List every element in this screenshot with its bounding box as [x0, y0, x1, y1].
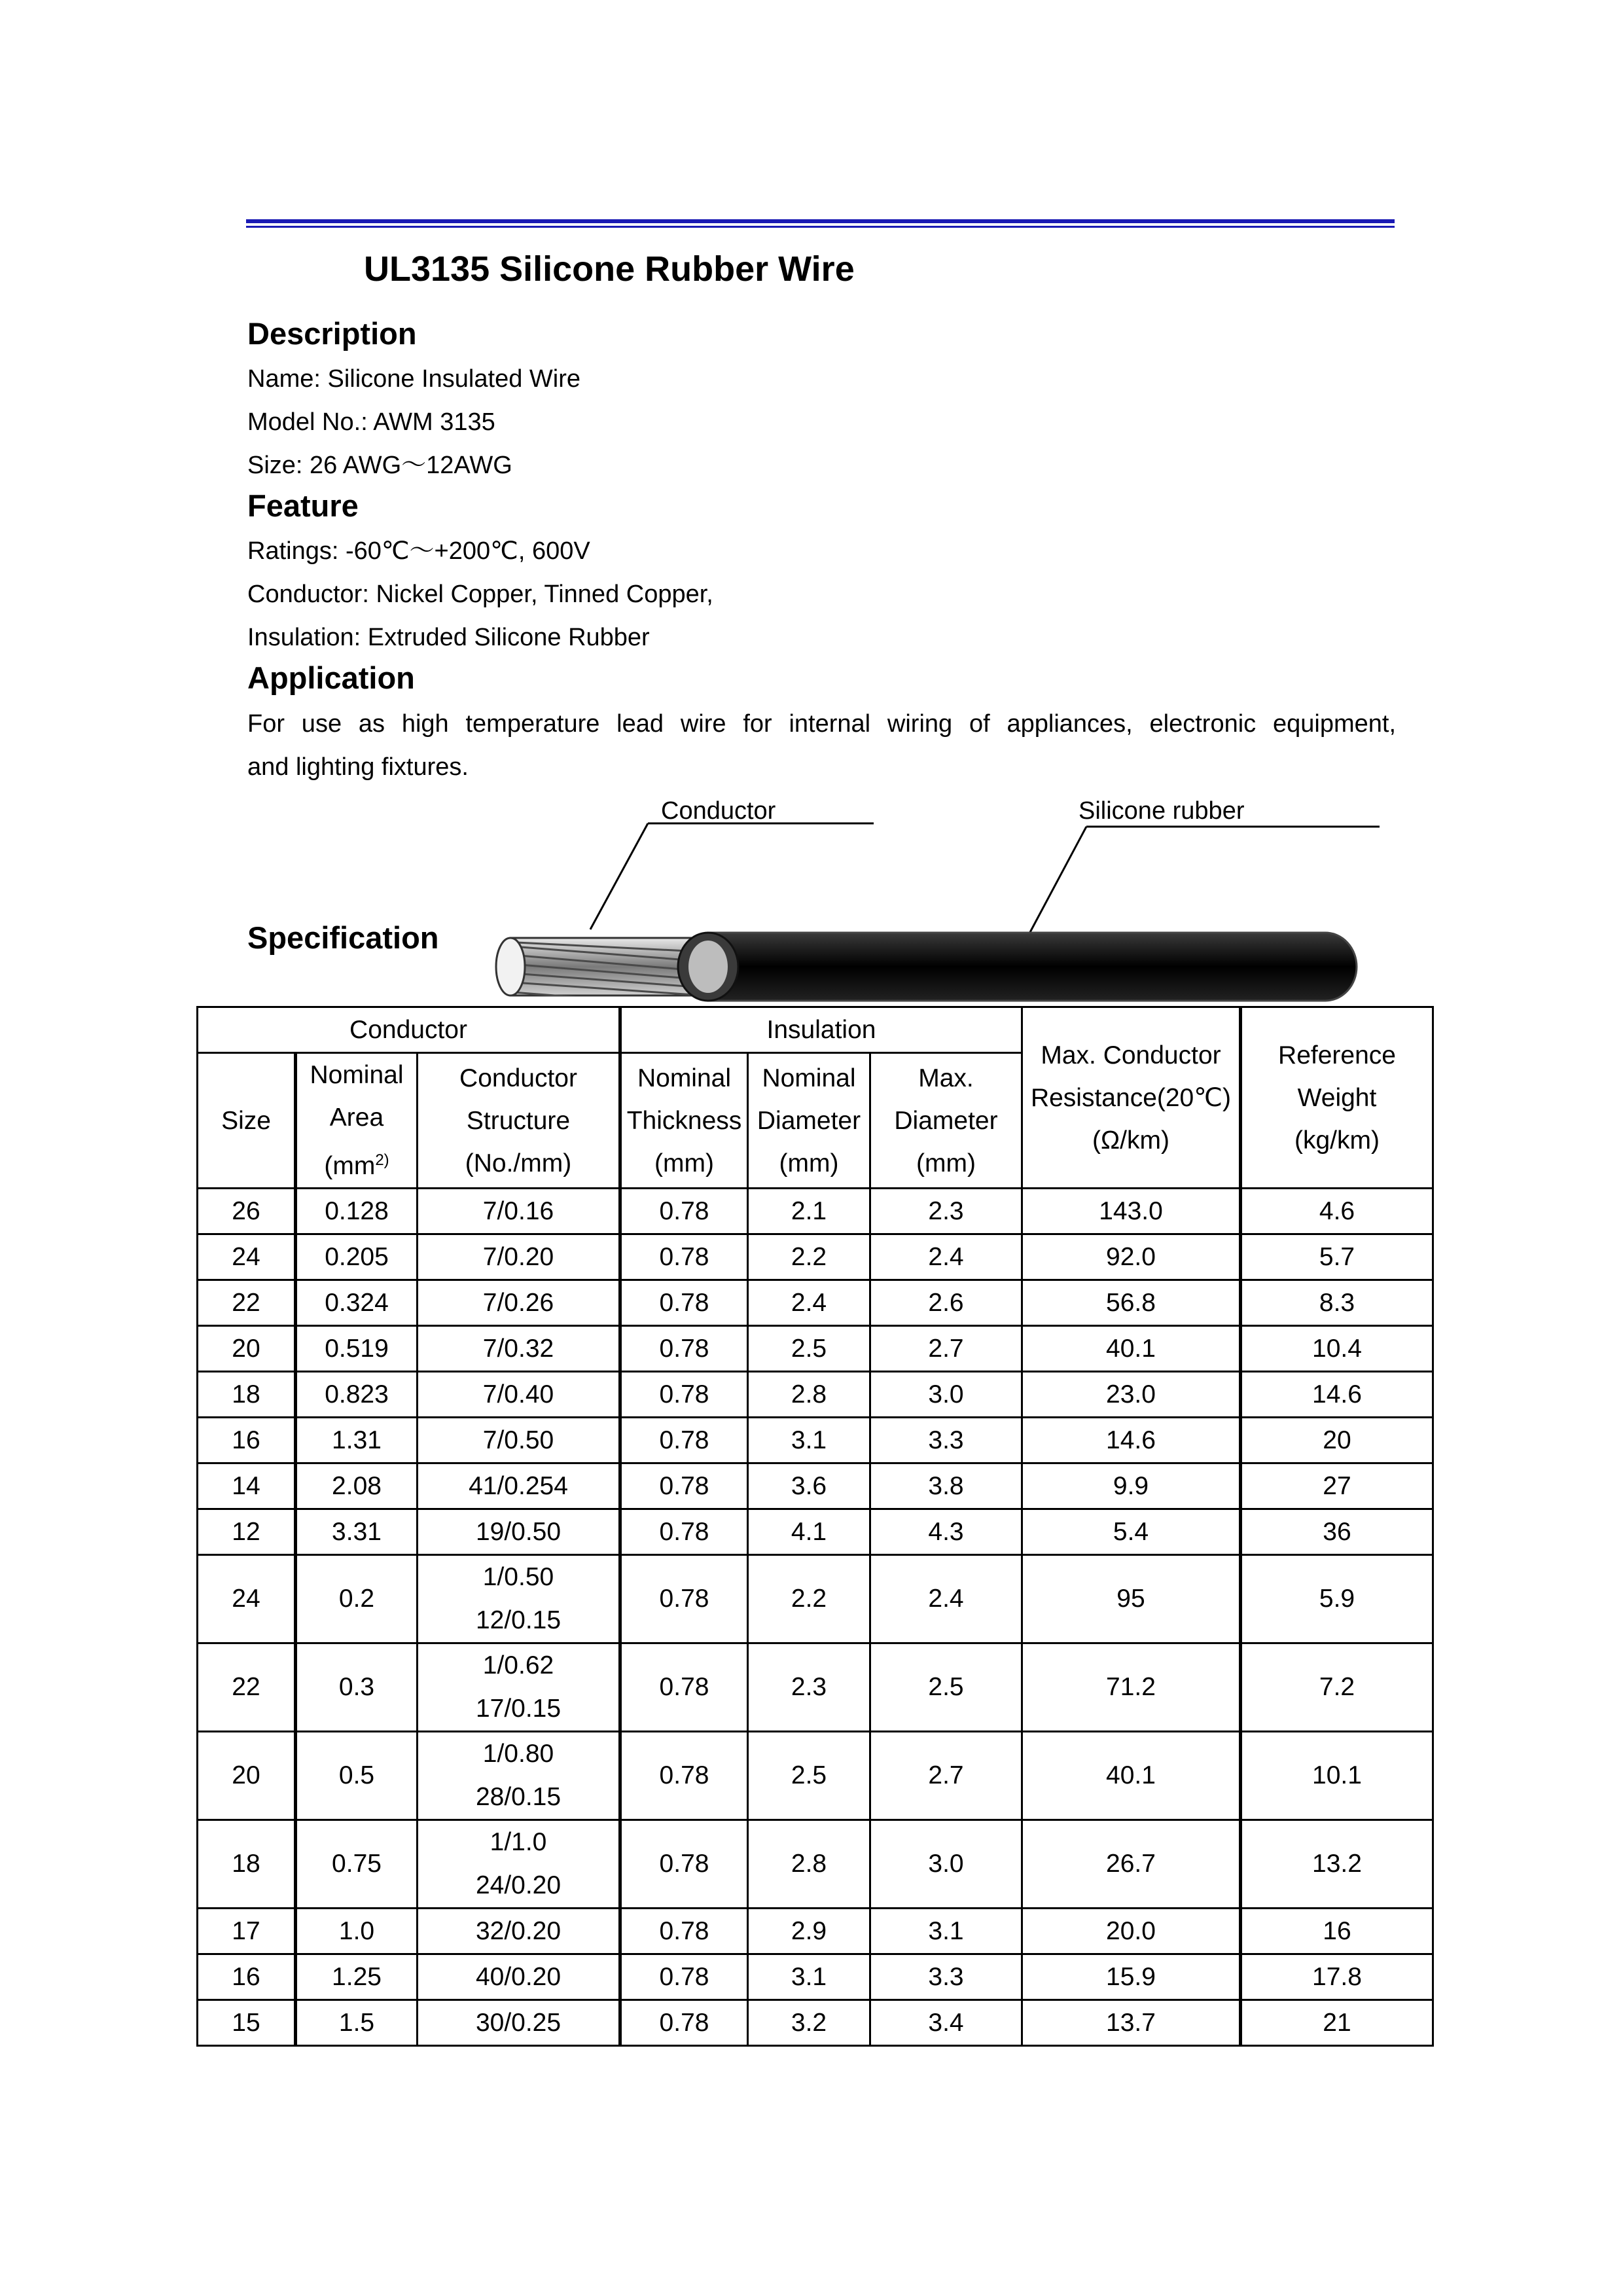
description-heading: Description — [247, 316, 417, 351]
nominal-diameter-header: Nominal Diameter (mm) — [748, 1053, 870, 1189]
max-diameter-cell: 2.3 — [870, 1189, 1022, 1234]
resistance-header: Max. Conductor Resistance(20℃) (Ω/km) — [1022, 1007, 1241, 1189]
application-heading: Application — [247, 660, 415, 695]
structure-line: 7/0.50 — [482, 1426, 554, 1454]
area-cell: 0.205 — [296, 1234, 418, 1280]
table-row — [198, 1555, 1433, 1643]
structure-line: 12/0.15 — [475, 1606, 562, 1634]
structure-line: 40/0.20 — [475, 1962, 562, 1991]
resistance-cell: 71.2 — [1022, 1643, 1241, 1732]
structure-cell — [418, 1643, 620, 1732]
weight-cell: 7.2 — [1241, 1643, 1433, 1732]
feature-heading: Feature — [247, 488, 359, 523]
nominal-diameter-cell: 3.1 — [748, 1418, 870, 1463]
size-cell: 16 — [198, 1954, 296, 2000]
structure-header: Conductor Structure (No./mm) — [418, 1053, 620, 1189]
structure-line: 32/0.20 — [475, 1916, 562, 1945]
structure-cell — [418, 2000, 620, 2046]
area-cell: 3.31 — [296, 1509, 418, 1555]
thickness-cell: 0.78 — [620, 1463, 748, 1509]
conductor-label: Conductor — [661, 797, 776, 825]
thickness-cell: 0.78 — [620, 1954, 748, 2000]
structure-cell — [418, 1509, 620, 1555]
table-row — [198, 1234, 1433, 1280]
nominal-diameter-cell: 3.2 — [748, 2000, 870, 2046]
thickness-cell: 0.78 — [620, 1909, 748, 1954]
resistance-cell: 9.9 — [1022, 1463, 1241, 1509]
structure-line: 28/0.15 — [475, 1783, 562, 1811]
max-diameter-cell: 3.0 — [870, 1372, 1022, 1418]
resistance-cell: 23.0 — [1022, 1372, 1241, 1418]
thickness-cell: 0.78 — [620, 1280, 748, 1326]
nominal-diameter-cell: 2.8 — [748, 1372, 870, 1418]
thickness-cell: 0.78 — [620, 1234, 748, 1280]
thickness-cell: 0.78 — [620, 1372, 748, 1418]
weight-cell: 14.6 — [1241, 1372, 1433, 1418]
description-model: Model No.: AWM 3135 — [247, 408, 495, 436]
size-cell: 18 — [198, 1372, 296, 1418]
thickness-cell: 0.78 — [620, 1418, 748, 1463]
structure-cell — [418, 1954, 620, 2000]
size-cell: 26 — [198, 1189, 296, 1234]
structure-line: 41/0.254 — [469, 1471, 568, 1500]
specification-table — [196, 1006, 1434, 2047]
area-cell: 0.128 — [296, 1189, 418, 1234]
table-row — [198, 2000, 1433, 2046]
table-row — [198, 1189, 1433, 1234]
table-row — [198, 1643, 1433, 1732]
area-cell: 1.0 — [296, 1909, 418, 1954]
structure-cell — [418, 1418, 620, 1463]
weight-cell: 5.9 — [1241, 1555, 1433, 1643]
structure-line: 1/0.50 — [482, 1563, 554, 1591]
nominal-diameter-cell: 2.1 — [748, 1189, 870, 1234]
area-cell: 1.25 — [296, 1954, 418, 2000]
thickness-cell: 0.78 — [620, 2000, 748, 2046]
structure-cell — [418, 1820, 620, 1909]
structure-line: 19/0.50 — [475, 1517, 562, 1546]
feature-ratings: Ratings: -60℃～+200℃, 600V — [247, 537, 590, 565]
max-diameter-cell: 3.1 — [870, 1909, 1022, 1954]
wire-cross-section-diagram — [0, 0, 1623, 1021]
weight-cell: 36 — [1241, 1509, 1433, 1555]
silicone-rubber-label: Silicone rubber — [1079, 797, 1245, 825]
table-row — [198, 1372, 1433, 1418]
weight-cell: 10.1 — [1241, 1732, 1433, 1820]
table-row — [198, 1280, 1433, 1326]
feature-conductor: Conductor: Nickel Copper, Tinned Copper, — [247, 581, 713, 608]
size-cell: 20 — [198, 1326, 296, 1372]
structure-cell — [418, 1732, 620, 1820]
document-title: UL3135 Silicone Rubber Wire — [364, 249, 855, 289]
nominal-diameter-cell: 2.9 — [748, 1909, 870, 1954]
conductor-group-header: Conductor — [198, 1007, 620, 1053]
thickness-header: Nominal Thickness (mm) — [620, 1053, 748, 1189]
size-cell: 22 — [198, 1280, 296, 1326]
area-cell: 0.324 — [296, 1280, 418, 1326]
structure-cell — [418, 1234, 620, 1280]
area-header: Nominal Area ($mm^{2)}$ — [296, 1053, 418, 1189]
size-header: Size — [198, 1053, 296, 1189]
area-cell: 1.31 — [296, 1418, 418, 1463]
thickness-cell: 0.78 — [620, 1820, 748, 1909]
resistance-cell: 95 — [1022, 1555, 1241, 1643]
max-diameter-cell: 2.7 — [870, 1732, 1022, 1820]
resistance-cell: 56.8 — [1022, 1280, 1241, 1326]
structure-line: 17/0.15 — [475, 1695, 562, 1723]
area-cell: 2.08 — [296, 1463, 418, 1509]
structure-cell — [418, 1280, 620, 1326]
area-cell: 1.5 — [296, 2000, 418, 2046]
structure-cell — [418, 1909, 620, 1954]
thickness-cell: 0.78 — [620, 1326, 748, 1372]
weight-cell: 20 — [1241, 1418, 1433, 1463]
structure-line: 7/0.26 — [482, 1288, 554, 1317]
thickness-cell: 0.78 — [620, 1189, 748, 1234]
area-cell: 0.3 — [296, 1643, 418, 1732]
size-cell: 15 — [198, 2000, 296, 2046]
resistance-cell: 92.0 — [1022, 1234, 1241, 1280]
structure-line: 7/0.32 — [482, 1334, 554, 1363]
resistance-cell: 5.4 — [1022, 1509, 1241, 1555]
size-cell: 24 — [198, 1234, 296, 1280]
size-cell: 20 — [198, 1732, 296, 1820]
table-row — [198, 1509, 1433, 1555]
description-size: Size: 26 AWG～12AWG — [247, 452, 512, 479]
table-row — [198, 1820, 1433, 1909]
structure-line: 1/1.0 — [490, 1828, 547, 1856]
area-cell: 0.519 — [296, 1326, 418, 1372]
silicone-rubber-leader-line — [1029, 827, 1380, 935]
max-diameter-cell: 2.5 — [870, 1643, 1022, 1732]
weight-header: Reference Weight (kg/km) — [1241, 1007, 1433, 1189]
nominal-diameter-cell: 3.6 — [748, 1463, 870, 1509]
area-cell: 0.75 — [296, 1820, 418, 1909]
structure-line: 7/0.40 — [482, 1380, 554, 1408]
max-diameter-cell: 2.4 — [870, 1234, 1022, 1280]
feature-insulation: Insulation: Extruded Silicone Rubber — [247, 624, 650, 651]
table-row — [198, 1732, 1433, 1820]
resistance-cell: 143.0 — [1022, 1189, 1241, 1234]
nominal-diameter-cell: 3.1 — [748, 1954, 870, 2000]
max-diameter-cell: 3.3 — [870, 1418, 1022, 1463]
nominal-diameter-cell: 2.2 — [748, 1555, 870, 1643]
table-row — [198, 1909, 1433, 1954]
weight-cell: 13.2 — [1241, 1820, 1433, 1909]
resistance-cell: 13.7 — [1022, 2000, 1241, 2046]
conductor-leader-line — [590, 823, 874, 929]
resistance-cell: 15.9 — [1022, 1954, 1241, 2000]
area-cell: 0.823 — [296, 1372, 418, 1418]
max-diameter-cell: 4.3 — [870, 1509, 1022, 1555]
nominal-diameter-cell: 2.3 — [748, 1643, 870, 1732]
structure-cell — [418, 1326, 620, 1372]
resistance-cell: 20.0 — [1022, 1909, 1241, 1954]
size-cell: 12 — [198, 1509, 296, 1555]
nominal-diameter-cell: 2.5 — [748, 1732, 870, 1820]
size-cell: 16 — [198, 1418, 296, 1463]
insulation-group-header: Insulation — [620, 1007, 1022, 1053]
table-row — [198, 1326, 1433, 1372]
nominal-diameter-cell: 2.2 — [748, 1234, 870, 1280]
max-diameter-cell: 3.8 — [870, 1463, 1022, 1509]
table-row — [198, 1418, 1433, 1463]
structure-cell — [418, 1463, 620, 1509]
thickness-cell: 0.78 — [620, 1732, 748, 1820]
resistance-cell: 14.6 — [1022, 1418, 1241, 1463]
weight-cell: 21 — [1241, 2000, 1433, 2046]
max-diameter-cell: 2.6 — [870, 1280, 1022, 1326]
table-row — [198, 1463, 1433, 1509]
size-cell: 22 — [198, 1643, 296, 1732]
weight-cell: 16 — [1241, 1909, 1433, 1954]
size-cell: 24 — [198, 1555, 296, 1643]
specification-heading: Specification — [247, 920, 439, 955]
nominal-diameter-cell: 4.1 — [748, 1509, 870, 1555]
weight-cell: 4.6 — [1241, 1189, 1433, 1234]
resistance-cell: 26.7 — [1022, 1820, 1241, 1909]
max-diameter-cell: 3.3 — [870, 1954, 1022, 2000]
size-cell: 17 — [198, 1909, 296, 1954]
description-name: Name: Silicone Insulated Wire — [247, 365, 580, 393]
table-row — [198, 1954, 1433, 2000]
size-cell: 18 — [198, 1820, 296, 1909]
structure-cell — [418, 1555, 620, 1643]
max-diameter-cell: 2.7 — [870, 1326, 1022, 1372]
weight-cell: 17.8 — [1241, 1954, 1433, 2000]
thickness-cell: 0.78 — [620, 1643, 748, 1732]
structure-line: 24/0.20 — [475, 1871, 562, 1899]
structure-cell — [418, 1372, 620, 1418]
weight-cell: 8.3 — [1241, 1280, 1433, 1326]
structure-line: 7/0.20 — [482, 1242, 554, 1271]
application-line-1: For use as high temperature lead wire for internal wiring of appliances, electronic equipment, — [247, 710, 1396, 738]
nominal-diameter-cell: 2.5 — [748, 1326, 870, 1372]
nominal-diameter-cell: 2.8 — [748, 1820, 870, 1909]
area-cell: 0.2 — [296, 1555, 418, 1643]
silicone-insulation — [678, 933, 1357, 1001]
max-diameter-cell: 3.0 — [870, 1820, 1022, 1909]
thickness-cell: 0.78 — [620, 1555, 748, 1643]
structure-line: 1/0.62 — [482, 1651, 554, 1679]
max-diameter-cell: 3.4 — [870, 2000, 1022, 2046]
weight-cell: 10.4 — [1241, 1326, 1433, 1372]
resistance-cell: 40.1 — [1022, 1326, 1241, 1372]
application-line-2: and lighting fixtures. — [247, 753, 469, 781]
max-diameter-cell: 2.4 — [870, 1555, 1022, 1643]
area-cell: 0.5 — [296, 1732, 418, 1820]
resistance-cell: 40.1 — [1022, 1732, 1241, 1820]
structure-line: 30/0.25 — [475, 2008, 562, 2037]
weight-cell: 27 — [1241, 1463, 1433, 1509]
weight-cell: 5.7 — [1241, 1234, 1433, 1280]
max-diameter-header: Max. Diameter (mm) — [870, 1053, 1022, 1189]
structure-line: 1/0.80 — [482, 1740, 554, 1768]
structure-cell — [418, 1189, 620, 1234]
structure-line: 7/0.16 — [482, 1196, 554, 1225]
thickness-cell: 0.78 — [620, 1509, 748, 1555]
size-cell: 14 — [198, 1463, 296, 1509]
nominal-diameter-cell: 2.4 — [748, 1280, 870, 1326]
